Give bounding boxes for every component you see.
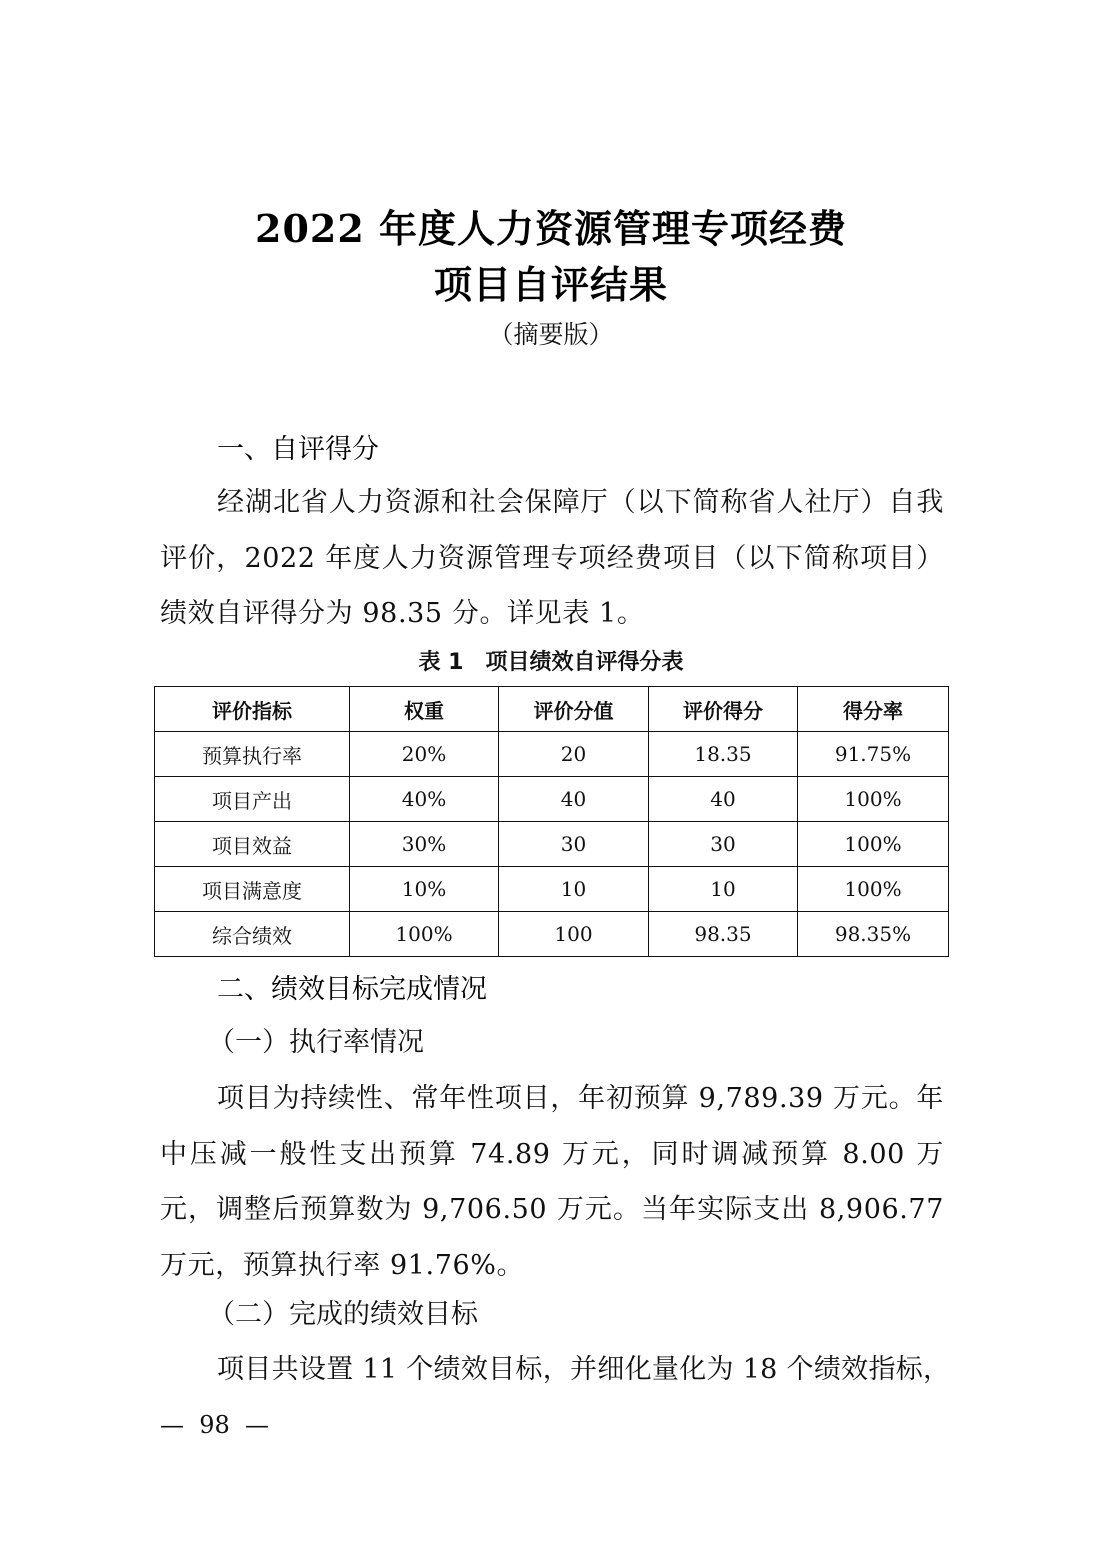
section2-sub1-heading: （一）执行率情况 (208, 1027, 424, 1058)
header-indicator: 评价指标 (155, 687, 350, 732)
page-number: — 98 — (160, 1411, 270, 1439)
section1-paragraph: 经湖北省人力资源和社会保障厅（以下简称省人社厅）自我评价，2022 年度人力资源管理专项经费项目（以下简称项目）绩效自评得分为 98.35 分。详见表 1。 (160, 487, 944, 629)
table-row-total (155, 912, 949, 957)
cell-weight: 20% (350, 732, 499, 777)
cell-score: 10 (649, 867, 798, 912)
table-row (155, 867, 949, 912)
cell-weight: 30% (350, 822, 499, 867)
cell-score-rate: 91.75% (798, 732, 949, 777)
document-title-line2: 项目自评结果 (433, 262, 668, 307)
cell-max-score: 40 (499, 777, 649, 822)
header-max-score: 评价分值 (499, 687, 649, 732)
header-weight: 权重 (350, 687, 499, 732)
cell-score-rate: 100% (798, 822, 949, 867)
cell-score: 98.35 (649, 912, 798, 957)
cell-indicator: 预算执行率 (155, 732, 350, 777)
cell-score: 40 (649, 777, 798, 822)
section2-sub2-heading: （二）完成的绩效目标 (208, 1299, 478, 1330)
table-row (155, 822, 949, 867)
cell-indicator: 项目效益 (155, 822, 350, 867)
section2-heading: 二、绩效目标完成情况 (217, 974, 487, 1005)
section1-heading: 一、自评得分 (217, 434, 379, 465)
cell-indicator: 项目满意度 (155, 867, 350, 912)
table1-caption: 表 1 项目绩效自评得分表 (418, 650, 684, 675)
cell-score-rate: 98.35% (798, 912, 949, 957)
header-score: 评价得分 (649, 687, 798, 732)
cell-indicator: 综合绩效 (155, 912, 350, 957)
section2-sub2-paragraph: 项目共设置 11 个绩效目标，并细化量化为 18 个绩效指标， (217, 1354, 951, 1385)
cell-weight: 40% (350, 777, 499, 822)
table-row (155, 732, 949, 777)
cell-score: 30 (649, 822, 798, 867)
document-title-line1: 2022 年度人力资源管理专项经费 (255, 206, 847, 251)
cell-weight: 10% (350, 867, 499, 912)
cell-max-score: 100 (499, 912, 649, 957)
cell-score: 18.35 (649, 732, 798, 777)
section2-sub1-paragraph: 项目为持续性、常年性项目，年初预算 9,789.39 万元。年中压减一般性支出预算 74.89 万元，同时调减预算 8.00 万元，调整后预算数为 9,706.50 万元。当年实际支出 8,906.77 万元，预算执行率 91.76%。 (160, 1083, 944, 1281)
table-row (155, 777, 949, 822)
table-header-row (155, 687, 949, 732)
document-subtitle: （摘要版） (488, 320, 614, 349)
cell-score-rate: 100% (798, 867, 949, 912)
score-table (154, 686, 949, 957)
cell-max-score: 30 (499, 822, 649, 867)
cell-indicator: 项目产出 (155, 777, 350, 822)
header-score-rate: 得分率 (798, 687, 949, 732)
cell-max-score: 20 (499, 732, 649, 777)
cell-weight: 100% (350, 912, 499, 957)
cell-max-score: 10 (499, 867, 649, 912)
cell-score-rate: 100% (798, 777, 949, 822)
